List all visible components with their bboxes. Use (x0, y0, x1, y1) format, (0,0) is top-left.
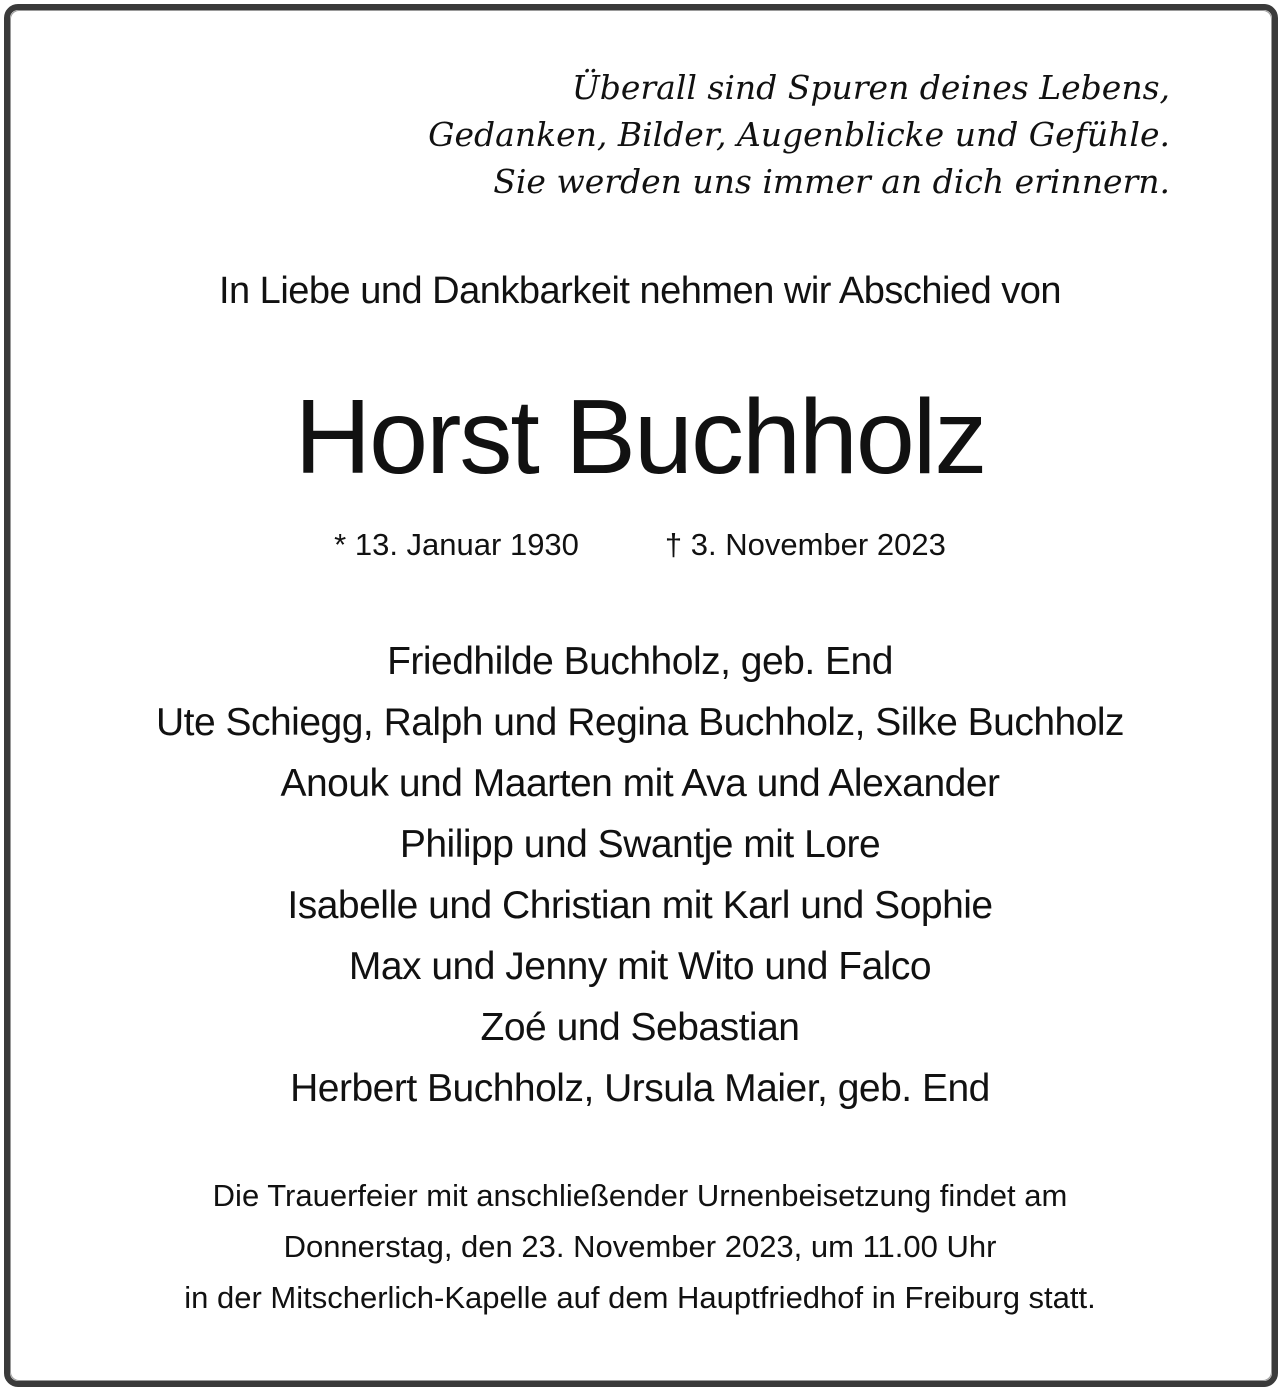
ceremony-line: Donnerstag, den 23. November 2023, um 11.00 Uhr (283, 1229, 997, 1264)
life-dates (0, 525, 1280, 565)
motto-verse (428, 64, 1170, 205)
ceremony-info (0, 1170, 1280, 1323)
motto-line: Sie werden uns immer an dich erinnern. (493, 162, 1170, 201)
motto-line: Überall sind Spuren deines Lebens, (571, 68, 1170, 107)
deceased-name: Horst Buchholz (294, 378, 986, 496)
ceremony-line: Die Trauerfeier mit anschließender Urnenbeisetzung findet am (212, 1178, 1068, 1213)
mourner-line: Philipp und Swantje mit Lore (399, 823, 881, 866)
farewell-intro: In Liebe und Dankbarkeit nehmen wir Abschied von (218, 270, 1062, 312)
mourners-list (0, 631, 1280, 1119)
mourner-line: Isabelle und Christian mit Karl und Sophie (287, 884, 993, 927)
mourner-line: Herbert Buchholz, Ursula Maier, geb. End (290, 1067, 990, 1110)
mourner-line: Anouk und Maarten mit Ava und Alexander (280, 762, 1000, 805)
birth-date: * 13. Januar 1930 (334, 527, 579, 562)
mourner-line: Friedhilde Buchholz, geb. End (387, 640, 893, 683)
motto-line: Gedanken, Bilder, Augenblicke und Gefühle. (428, 115, 1170, 154)
death-date: † 3. November 2023 (664, 527, 946, 562)
mourner-line: Max und Jenny mit Wito und Falco (348, 945, 932, 988)
ceremony-line: in der Mitscherlich-Kapelle auf dem Hauptfriedhof in Freiburg statt. (184, 1280, 1096, 1315)
mourner-line: Zoé und Sebastian (480, 1006, 800, 1049)
mourner-line: Ute Schiegg, Ralph und Regina Buchholz, Silke Buchholz (155, 701, 1125, 744)
